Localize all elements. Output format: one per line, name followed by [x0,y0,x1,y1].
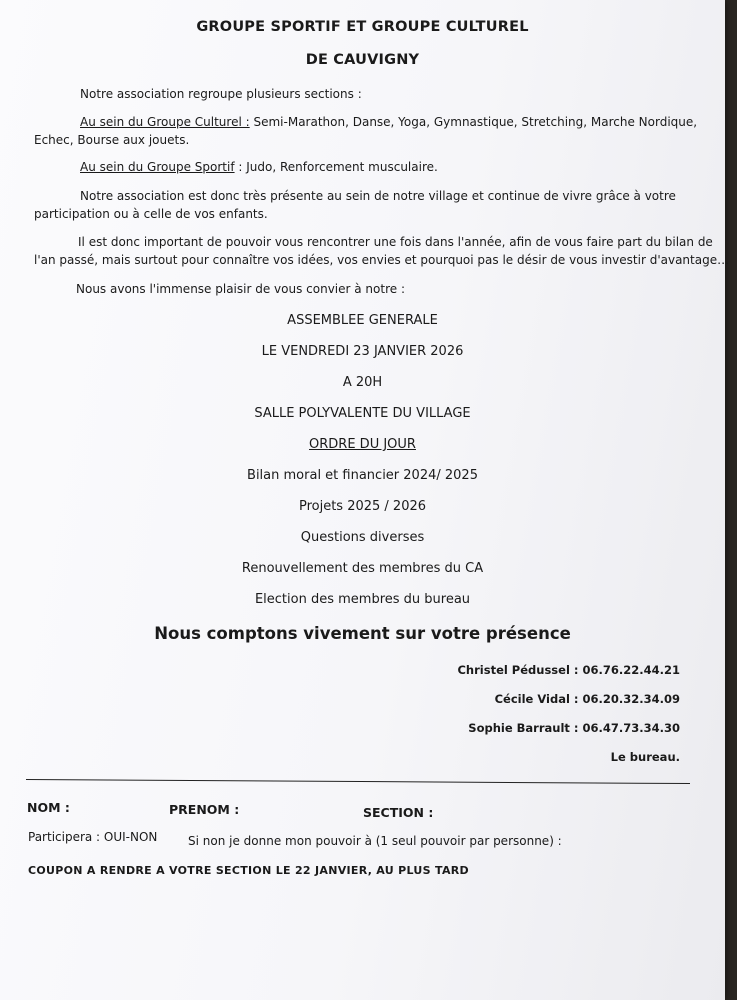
form-nom-label: NOM : [27,800,70,815]
agenda-heading-text: ORDRE DU JOUR [309,437,416,452]
culturel-sections: Semi-Marathon, Danse, Yoga, Gymnastique, Stretching, Marche Nordique, [249,115,698,129]
sportif-line [80,160,438,174]
event-place: SALLE POLYVALENTE DU VILLAGE [254,406,471,421]
contact-line: Christel Pédussel : 06.76.22.44.21 [457,663,680,677]
agenda-item: Questions diverses [300,530,425,545]
event-name: ASSEMBLEE GENERALE [287,313,438,328]
form-prenom-label: PRENOM : [169,802,240,817]
title-line-1: GROUPE SPORTIF ET GROUPE CULTUREL [196,19,529,35]
form-pouvoir: Si non je donne mon pouvoir à (1 seul pouvoir par personne) : [188,834,562,848]
agenda-item: Election des membres du bureau [254,592,471,607]
culturel-line [80,115,697,129]
form-section-label: SECTION : [363,805,434,820]
importance-paragraph-line2: l'an passé, mais surtout pour connaître vos idées, vos envies et pourquoi pas le désir de vous investir d'avantage… [34,253,730,267]
contact-line: Cécile Vidal : 06.20.32.34.09 [494,692,680,706]
presence-paragraph-line2: participation ou à celle de vos enfants. [34,207,268,221]
contact-line: Sophie Barrault : 06.47.73.34.30 [468,721,680,735]
signature: Le bureau. [610,750,680,764]
culturel-label: Au sein du Groupe Culturel : [80,115,250,129]
agenda-heading [0,437,725,452]
importance-paragraph-line1: Il est donc important de pouvoir vous rencontrer une fois dans l'année, afin de vous faire part du bilan de [78,235,713,249]
agenda-item: Projets 2025 / 2026 [298,499,427,514]
sportif-sections: : Judo, Renforcement musculaire. [234,160,438,174]
agenda-item: Renouvellement des membres du CA [241,561,484,576]
event-time: A 20H [342,375,383,390]
title-line-2: DE CAUVIGNY [305,52,420,68]
culturel-sections-cont: Echec, Bourse aux jouets. [34,133,190,147]
form-participera: Participera : OUI-NON [28,830,158,844]
cut-line [26,779,690,784]
intro-paragraph: Notre association regroupe plusieurs sections : [80,87,362,101]
event-date: LE VENDREDI 23 JANVIER 2026 [261,344,464,359]
invitation-paragraph: Nous avons l'immense plaisir de vous convier à notre : [76,282,405,296]
presence-paragraph-line1: Notre association est donc très présente au sein de notre village et continue de vivre grâce à votre [80,189,676,203]
coupon-deadline: COUPON A RENDRE A VOTRE SECTION LE 22 JANVIER, AU PLUS TARD [28,864,469,877]
agenda-item: Bilan moral et financier 2024/ 2025 [247,468,478,483]
sportif-label: Au sein du Groupe Sportif [80,160,235,174]
closing-message: Nous comptons vivement sur votre présence [154,624,571,643]
